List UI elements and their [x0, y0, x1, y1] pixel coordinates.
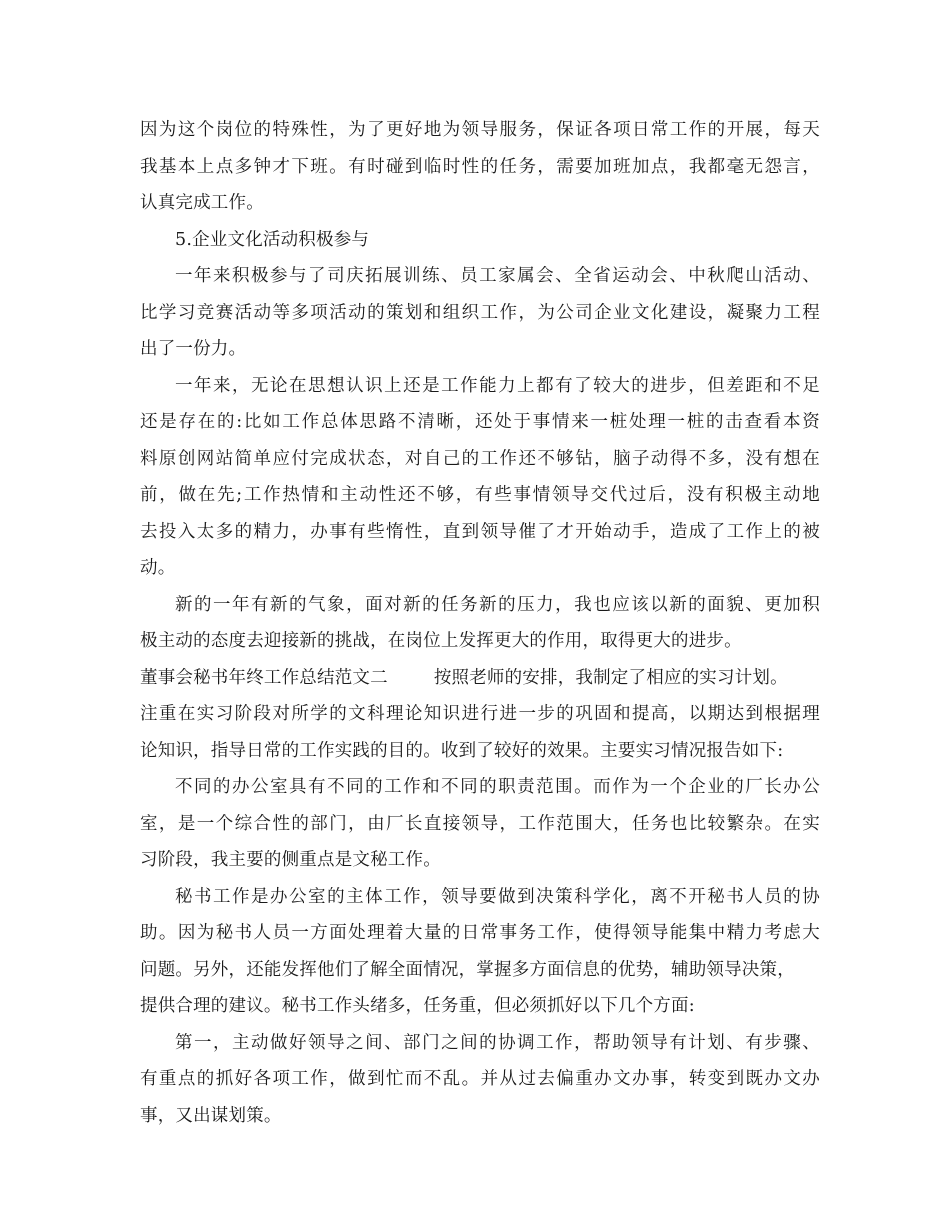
text-line: 去投入太多的精力，办事有些惰性，直到领导催了才开始动手，造成了工作上的被	[140, 521, 820, 542]
text-line: 料原创网站简单应付完成状态，对自己的工作还不够钻，脑子动得不多，没有想在	[140, 448, 820, 469]
text-line: 有重点的抓好各项工作，做到忙而不乱。并从过去偏重办文办事，转变到既办文办	[140, 1069, 820, 1089]
text-line: 习阶段，我主要的侧重点是文秘工作。	[140, 850, 441, 870]
text-line: 论知识，指导日常的工作实践的目的。收到了较好的效果。主要实习情况报告如下:	[140, 740, 784, 761]
text-line: 极主动的态度去迎接新的挑战，在岗位上发挥更大的作用，取得更大的进步。	[140, 631, 742, 651]
text-line: 事，又出谋划策。	[140, 1105, 282, 1126]
text-line: 新的一年有新的气象，面对新的任务新的压力，我也应该以新的面貌、更加积	[175, 594, 820, 615]
text-line: 问题。另外，还能发挥他们了解全面情况，掌握多方面信息的优势，辅助领导决策，	[140, 959, 795, 980]
text-line: 一年来，无论在思想认识上还是工作能力上都有了较大的进步，但差距和不足	[175, 375, 820, 396]
text-line: 我基本上点多钟才下班。有时碰到临时性的任务，需要加班加点，我都毫无怨言，	[140, 156, 820, 177]
text-line: 比学习竞赛活动等多项活动的策划和组织工作，为公司企业文化建设，凝聚力工程	[140, 302, 820, 323]
text-line: 前，做在先;工作热情和主动性还不够，有些事情领导交代过后，没有积极主动地	[140, 485, 820, 505]
text-line: 秘书工作是办公室的主体工作，领导要做到决策科学化，离不开秘书人员的协	[175, 886, 820, 907]
text-line: 因为这个岗位的特殊性，为了更好地为领导服务，保证各项日常工作的开展，每天	[140, 120, 820, 140]
text-line: 动。	[140, 558, 176, 578]
text-line: 提供合理的建议。秘书工作头绪多，任务重，但必须抓好以下几个方面:	[140, 996, 695, 1016]
article-title: 董事会秘书年终工作总结范文二	[140, 667, 388, 688]
text-line: 第一，主动做好领导之间、部门之间的协调工作，帮助领导有计划、有步骤、	[175, 1032, 820, 1053]
text-line: 还是存在的:比如工作总体思路不清晰，还处于事情来一桩处理一桩的击查看本资	[140, 412, 820, 432]
text-line: 认真完成工作。	[140, 193, 264, 213]
title-line	[140, 660, 820, 697]
section-heading: 5.企业文化活动积极参与	[175, 229, 370, 250]
text-line: 一年来积极参与了司庆拓展训练、员工家属会、全省运动会、中秋爬山活动、	[175, 266, 820, 286]
text-line: 室，是一个综合性的部门，由厂长直接领导，工作范围大，任务也比较繁杂。在实	[140, 813, 820, 834]
text-line: 助。因为秘书人员一方面处理着大量的日常事务工作，使得领导能集中精力考虑大	[140, 923, 820, 943]
text-line: 不同的办公室具有不同的工作和不同的职责范围。而作为一个企业的厂长办公	[175, 777, 820, 797]
text-span: 按照老师的安排，我制定了相应的实习计划。	[433, 667, 788, 688]
text-line: 注重在实习阶段对所学的文科理论知识进行进一步的巩固和提高，以期达到根据理	[140, 704, 820, 724]
document-body	[140, 112, 820, 1134]
text-line: 出了一份力。	[140, 339, 247, 359]
